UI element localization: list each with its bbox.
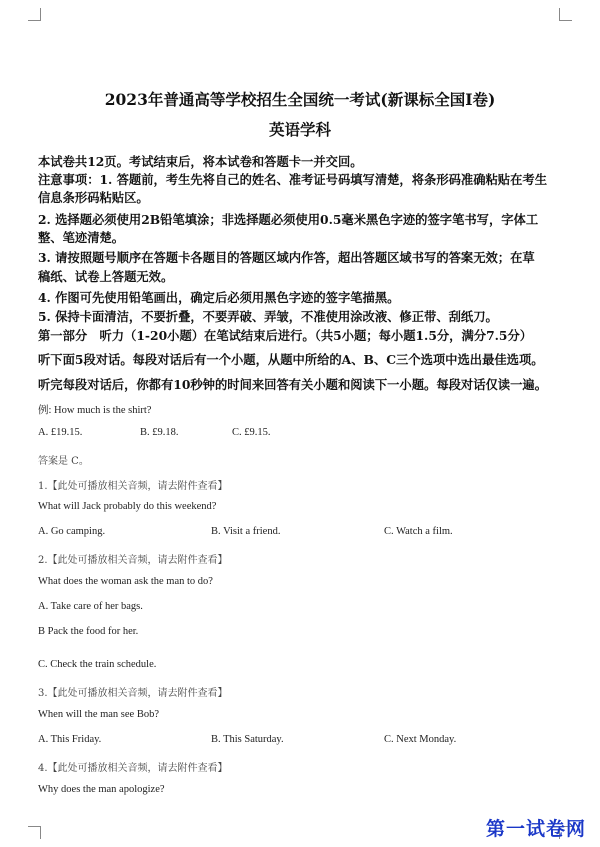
crop-mark-bottom-left	[28, 826, 41, 839]
crop-mark-top-right	[559, 8, 572, 21]
example-answer: 答案是 C。	[38, 456, 89, 467]
question-text: What does the woman ask the man to do?	[38, 576, 213, 587]
option-b: B Pack the food for her.	[38, 626, 139, 637]
audio-note: 3.【此处可播放相关音频，请去附件查看】	[38, 688, 228, 699]
instruction-line: 听下面5段对话。每段对话后有一个小题，从题中所给的A、B、C三个选项中选出最佳选项。	[38, 352, 544, 367]
audio-note: 4.【此处可播放相关音频，请去附件查看】	[38, 763, 228, 774]
instruction-line: 听完每段对话后，你都有10秒钟的时间来回答有关小题和阅读下一小题。每段对话仅读一遍。	[38, 377, 547, 392]
instruction-line: 本试卷共12页。考试结束后，将本试卷和答题卡一并交回。	[38, 154, 363, 169]
instruction-line: 整、笔迹清楚。	[38, 230, 125, 245]
option-b: B. Visit a friend.	[211, 526, 281, 537]
option-c: C. Check the train schedule.	[38, 659, 157, 670]
audio-note: 2.【此处可播放相关音频，请去附件查看】	[38, 555, 228, 566]
question-text: What will Jack probably do this weekend?	[38, 501, 217, 512]
option-a: A. Go camping.	[38, 526, 106, 537]
example-option-a: A. £19.15.	[38, 427, 83, 438]
subject-title: 英语学科	[268, 120, 331, 139]
audio-note: 1.【此处可播放相关音频，请去附件查看】	[38, 481, 228, 492]
option-a: A. Take care of her bags.	[38, 601, 143, 612]
option-b: B. This Saturday.	[211, 734, 284, 745]
exam-title: 2023年普通高等学校招生全国统一考试(新课标全国Ⅰ卷)	[104, 90, 496, 109]
question-text: Why does the man apologize?	[38, 784, 165, 795]
instruction-line: 4. 作图可先使用铅笔画出，确定后必须用黑色字迹的签字笔描黑。	[38, 290, 400, 305]
instruction-line: 3. 请按照题号顺序在答题卡各题目的答题区域内作答，超出答题区域书写的答案无效；在草	[38, 250, 535, 265]
instruction-line: 注意事项：1. 答题前，考生先将自己的姓名、准考证号码填写清楚，将条形码准确粘贴在考生	[38, 172, 547, 187]
example-option-c: C. £9.15.	[232, 427, 271, 438]
instruction-line: 2. 选择题必须使用2B铅笔填涂；非选择题必须使用0.5毫米黑色字迹的签字笔书写，字体工	[38, 212, 539, 227]
watermark-logo: 第一试卷网	[485, 818, 586, 840]
question-text: When will the man see Bob?	[38, 709, 160, 720]
instruction-line: 信息条形码粘贴区。	[38, 190, 149, 205]
crop-mark-top-left	[28, 8, 41, 21]
instruction-line: 稿纸、试卷上答题无效。	[38, 269, 174, 284]
section-header: 第一部分 听力（1-20小题）在笔试结束后进行。（共5小题；每小题1.5分，满分7.5分）	[38, 328, 533, 343]
option-c: C. Watch a film.	[384, 526, 453, 537]
example-option-b: B. £9.18.	[140, 427, 179, 438]
instruction-line: 5. 保持卡面清洁，不要折叠，不要弄破、弄皱，不准使用涂改液、修正带、刮纸刀。	[38, 309, 498, 324]
option-a: A. This Friday.	[38, 734, 102, 745]
example-question: 例: How much is the shirt?	[38, 405, 152, 416]
option-c: C. Next Monday.	[384, 734, 457, 745]
